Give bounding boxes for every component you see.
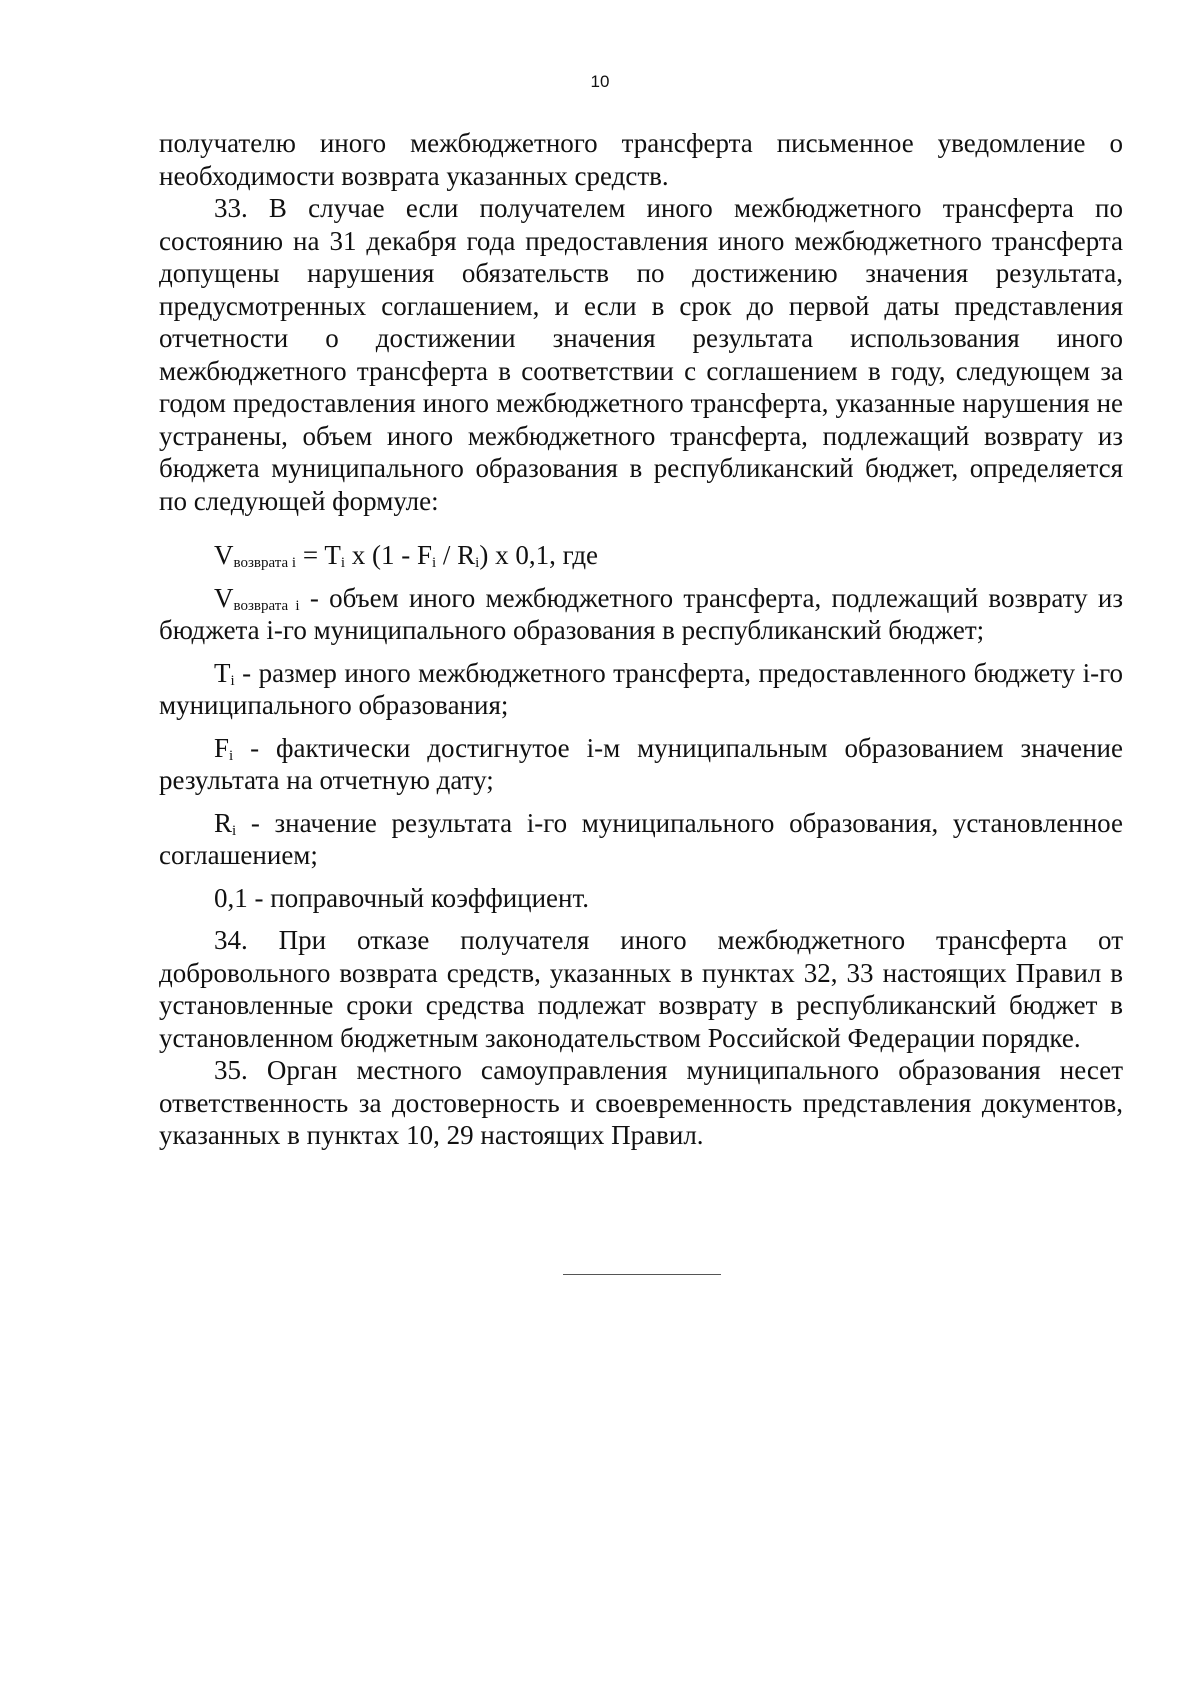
definition-f-sub: i: [229, 747, 234, 764]
formula-eq-t: = T: [296, 540, 341, 570]
definition-v-sub: возврата i: [233, 597, 300, 614]
definition-r-sub: i: [232, 822, 237, 839]
formula-v: V: [214, 540, 234, 570]
definition-v-symbol: V: [214, 582, 234, 613]
formula-mid2: / R: [436, 540, 476, 570]
definition-v-text: - объем иного межбюджетного трансферта, подлежащий возврату из бюджета i-го муниципального образования в республиканский бюджет;: [159, 582, 1124, 645]
formula-tail: ) x 0,1, где: [479, 540, 599, 570]
definition-v: [159, 582, 1123, 647]
formula-r-sub: i: [475, 555, 480, 571]
definition-t-symbol: T: [214, 657, 231, 688]
formula-f-sub: i: [431, 555, 437, 571]
definition-coefficient: 0,1 - поправочный коэффициент.: [214, 882, 589, 913]
paragraph-continuation: получателю иного межбюджетного трансферта письменное уведомление о необходимости возврата указанных средств.: [159, 128, 1123, 191]
definition-r-text: - значение результата i-го муниципального образования, установленное соглашением;: [159, 807, 1123, 870]
page-number: 10: [590, 72, 610, 91]
formula-t-sub: i: [340, 555, 345, 571]
paragraph-35: 35. Орган местного самоуправления муниципального образования несет ответственность за достоверность и своевременность представления документов, указанных в пунктах 10, 29 настоящих Правил.: [159, 1055, 1123, 1150]
document-body: [159, 127, 1123, 1152]
definition-f: [159, 732, 1123, 797]
definition-f-text: - фактически достигнутое i-м муниципальным образованием значение результата на отчетную дату;: [159, 732, 1123, 795]
end-rule: [563, 1274, 721, 1275]
definition-f-symbol: F: [214, 732, 230, 763]
definition-t: [159, 657, 1123, 722]
paragraph-34: 34. При отказе получателя иного межбюджетного трансферта от добровольного возврата средств, указанных в пунктах 32, 33 настоящих Правил в установленные сроки средства подлежат возврату в республиканский бюджет в установленном бюджетным законодательством Российской Федерации порядке.: [159, 925, 1123, 1053]
formula-mid1: x (1 - F: [344, 540, 432, 570]
definition-t-text: - размер иного межбюджетного трансферта, предоставленного бюджету i-го муниципального образования;: [159, 657, 1123, 720]
formula-v-sub: возврата i: [233, 555, 297, 571]
definition-r: [159, 807, 1123, 872]
formula: [159, 539, 1123, 572]
paragraph-33: 33. В случае если получателем иного межбюджетного трансферта по состоянию на 31 декабря года предоставления иного межбюджетного трансферта допущены нарушения обязательств по достижению значения результата, предусмотренных соглашением, и если в срок до первой даты представления отчетности о достижении значения результата использования иного межбюджетного трансферта в соответствии с соглашением в году, следующем за годом предоставления иного межбюджетного трансферта, указанные нарушения не устранены, объем иного межбюджетного трансферта, подлежащий возврату из бюджета муниципального образования в республиканский бюджет, определяется по следующей формуле:: [159, 193, 1123, 516]
definition-t-sub: i: [230, 672, 235, 689]
definition-r-symbol: R: [214, 807, 233, 838]
